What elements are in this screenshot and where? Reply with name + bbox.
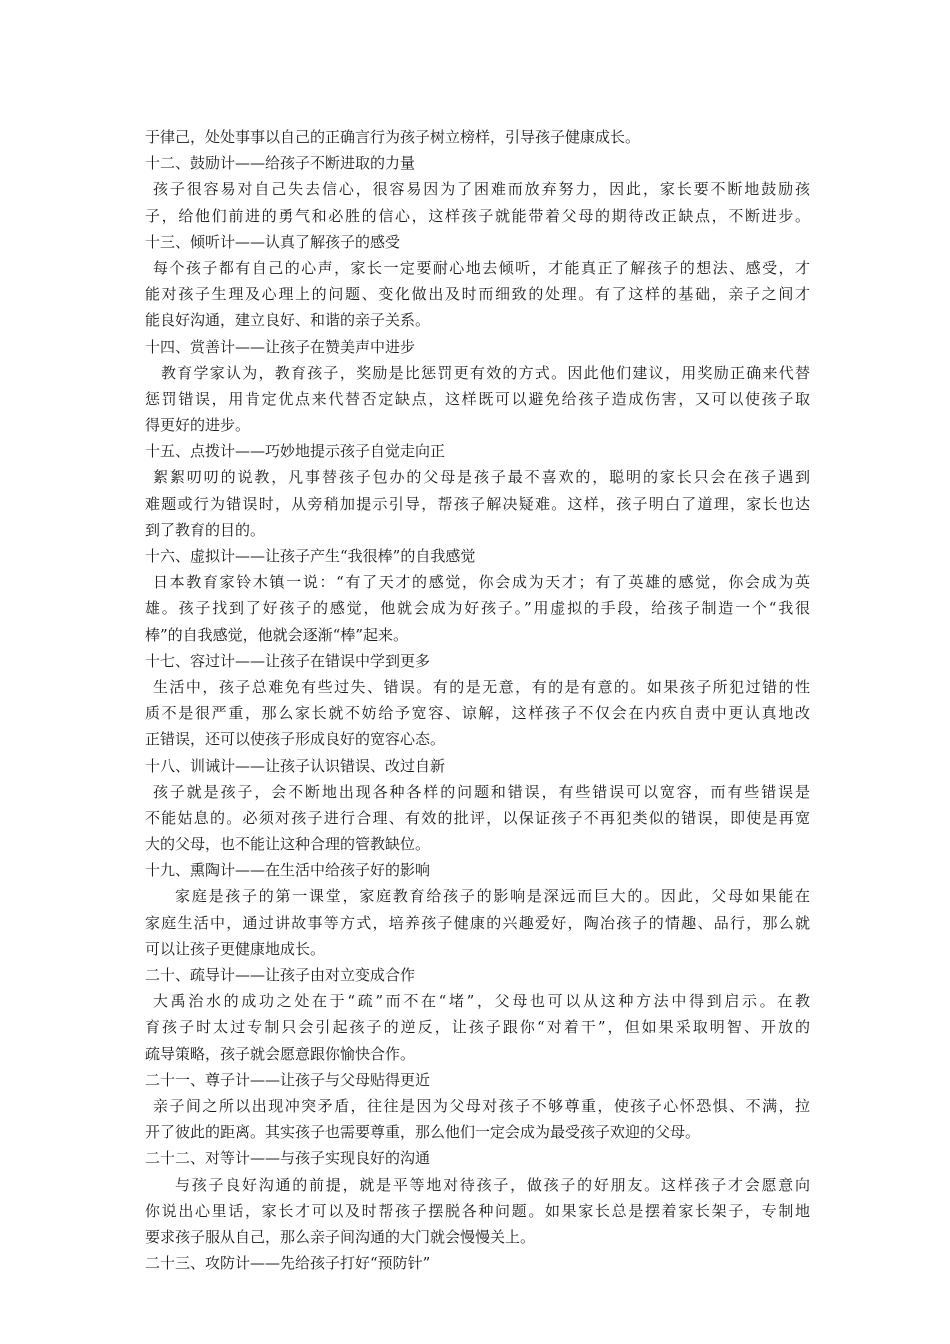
body-text-line: 不能姑息的。必须对孩子进行合理、有效的批评，以保证孩子不再犯类似的错误，即使是再宽 <box>145 808 810 827</box>
body-text-line: 大禹治水的成功之处在于“疏”而不在“堵”，父母也可以从这种方法中得到启示。在教 <box>153 992 810 1011</box>
section-heading: 十九、熏陶计——在生活中给孩子好的影响 <box>145 861 431 880</box>
body-text-line: 棒”的自我感觉，他就会逐渐“棒”起来。 <box>145 625 409 644</box>
section-heading: 二十、疏导计——让孩子由对立变成合作 <box>145 966 416 984</box>
body-text-line: 可以让孩子更健康地成长。 <box>145 939 326 958</box>
section-heading: 二十二、对等计——与孩子实现良好的沟通 <box>145 1149 431 1168</box>
body-text-line: 与孩子良好沟通的前提，就是平等地对待孩子，做孩子的好朋友。这样孩子才会愿意向 <box>175 1175 810 1194</box>
body-text-line: 家庭是孩子的第一课堂，家庭教育给孩子的影响是深远而巨大的。因此，父母如果能在 <box>175 887 810 906</box>
body-text-line: 到了教育的目的。 <box>145 520 266 539</box>
body-text-line: 能对孩子生理及心理上的问题、变化做出及时而细致的处理。有了这样的基础，亲子之间才 <box>145 285 810 304</box>
body-text-line: 亲子间之所以出现冲突矛盾，往往是因为父母对孩子不够尊重，使孩子心怀恐惧、不满，拉 <box>153 1096 810 1115</box>
body-text-line: 要求孩子服从自己，那么亲子间沟通的大门就会慢慢关上。 <box>145 1227 536 1246</box>
body-text-line: 大的父母，也不能让这种合理的管教缺位。 <box>145 835 431 854</box>
body-text-line: 得更好的进步。 <box>145 416 251 435</box>
section-heading: 十七、容过计——让孩子在错误中学到更多 <box>145 651 431 670</box>
body-text-line: 日本教育家铃木镇一说：“有了天才的感觉，你会成为天才；有了英雄的感觉，你会成为英 <box>153 573 810 592</box>
body-text-line: 孩子就是孩子，会不断地出现各种各样的问题和错误，有些错误可以宽容，而有些错误是 <box>153 782 810 801</box>
section-heading: 十六、虚拟计——让孩子产生“我很棒”的自我感觉 <box>145 547 476 565</box>
section-heading: 十四、赏善计——让孩子在赞美声中进步 <box>145 337 416 356</box>
body-text-line: 疏导策略，孩子就会愿意跟你愉快合作。 <box>145 1044 416 1063</box>
body-text-line: 惩罚错误，用肯定优点来代替否定缺点，这样既可以避免给孩子造成伤害，又可以使孩子取 <box>145 389 810 408</box>
section-heading: 十八、训诫计——让孩子认识错误、改过自新 <box>145 756 446 775</box>
body-text-line: 能良好沟通，建立良好、和谐的亲子关系。 <box>145 311 431 330</box>
body-text-line: 难题或行为错误时，从旁稍加提示引导，帮孩子解决疑难。这样，孩子明白了道理，家长也达 <box>145 494 810 513</box>
section-heading: 十五、点拨计——巧妙地提示孩子自觉走向正 <box>145 442 446 461</box>
body-text-line: 质不是很严重，那么家长就不妨给予宽容、谅解，这样孩子不仅会在内疚自责中更认真地改 <box>145 704 810 723</box>
body-text-line: 正错误，还可以使孩子形成良好的宽容心态。 <box>145 730 446 749</box>
document-page <box>145 124 810 1276</box>
body-text-line: 育孩子时太过专制只会引起孩子的逆反，让孩子跟你“对着干”，但如果采取明智、开放的 <box>145 1018 810 1037</box>
body-text-line: 雄。孩子找到了好孩子的感觉，他就会成为好孩子。”用虚拟的手段，给孩子制造一个“我很 <box>145 599 810 618</box>
body-text-line: 开了彼此的距离。其实孩子也需要尊重，那么他们一定会成为最受孩子欢迎的父母。 <box>145 1123 701 1142</box>
body-text-line: 生活中，孩子总难免有些过失、错误。有的是无意，有的是有意的。如果孩子所犯过错的性 <box>153 677 810 696</box>
section-heading: 十二、鼓励计——给孩子不断进取的力量 <box>145 154 416 173</box>
section-heading: 二十三、攻防计——先给孩子打好“预防针” <box>145 1254 431 1273</box>
body-text-line: 孩子很容易对自己失去信心，很容易因为了困难而放弃努力，因此，家长要不断地鼓励孩 <box>153 180 810 199</box>
body-text-line: 教育学家认为，教育孩子，奖励是比惩罚更有效的方式。因此他们建议，用奖励正确来代替 <box>161 363 810 382</box>
body-text-line: 子，给他们前进的勇气和必胜的信心，这样孩子就能带着父母的期待改正缺点，不断进步。 <box>145 206 810 225</box>
section-heading: 二十一、尊子计——让孩子与父母贴得更近 <box>145 1070 431 1089</box>
section-heading: 十三、倾听计——认真了解孩子的感受 <box>145 232 401 251</box>
body-text-line: 家庭生活中，通过讲故事等方式，培养孩子健康的兴趣爱好，陶冶孩子的情趣、品行，那么就 <box>145 913 810 932</box>
body-text-line: 于律己，处处事事以自己的正确言行为孩子树立榜样，引导孩子健康成长。 <box>145 128 641 146</box>
body-text-line: 絮絮叨叨的说教，凡事替孩子包办的父母是孩子最不喜欢的，聪明的家长只会在孩子遇到 <box>153 468 810 487</box>
body-text-line: 每个孩子都有自己的心声，家长一定要耐心地去倾听，才能真正了解孩子的想法、感受，才 <box>153 258 810 277</box>
body-text-line: 你说出心里话，家长才可以及时帮孩子摆脱各种问题。如果家长总是摆着家长架子，专制地 <box>145 1201 810 1220</box>
